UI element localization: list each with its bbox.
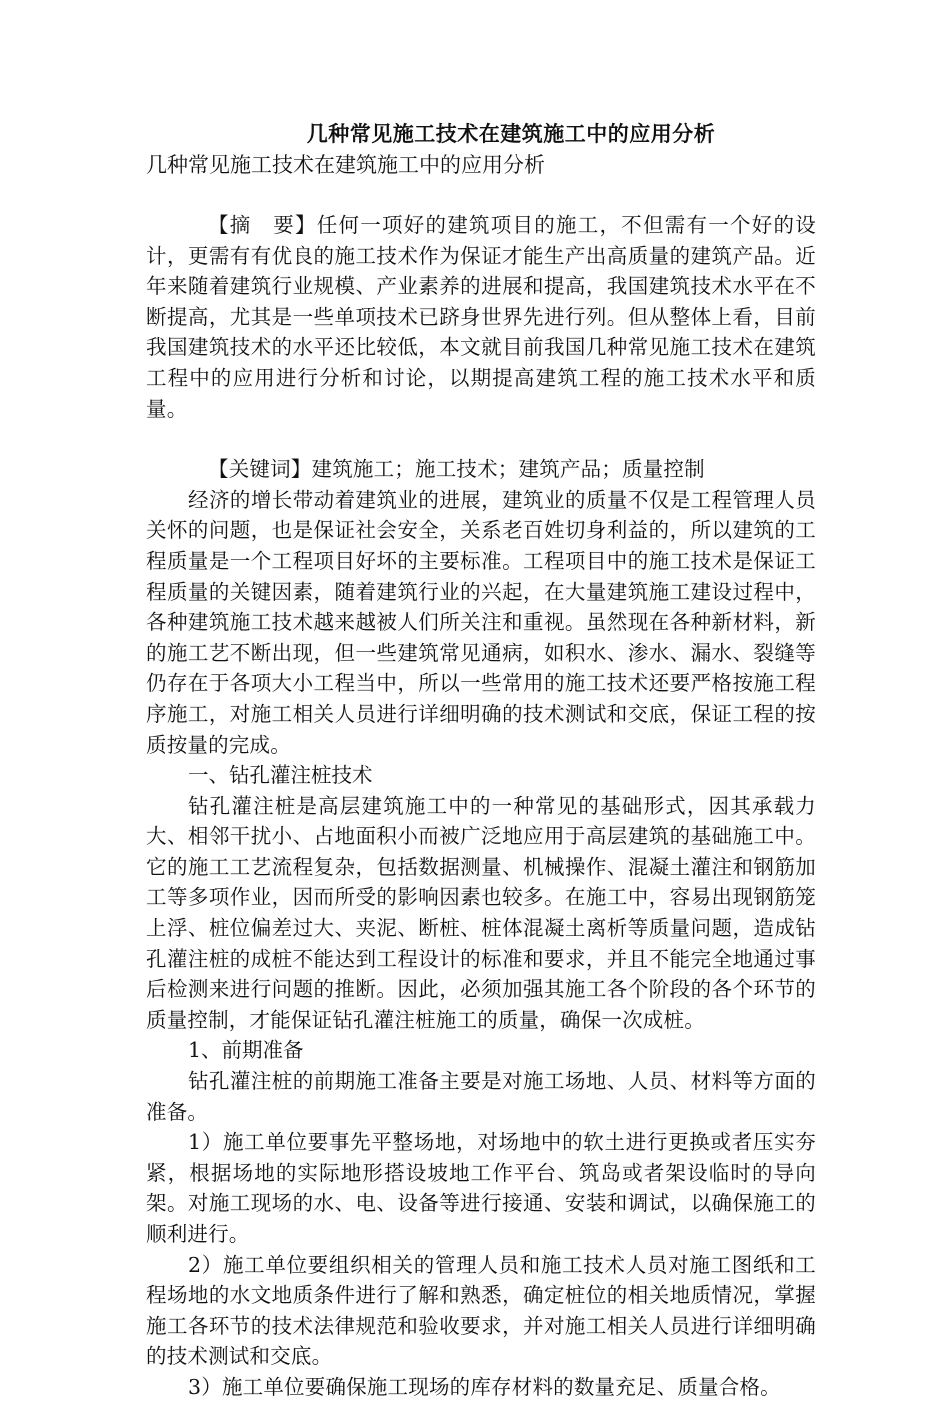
subsection-heading: 1、前期准备: [188, 1038, 304, 1063]
list-item: 2）施工单位要组织相关的管理人员和施工技术人员对施工图纸和工程场地的水文地质条件进行了解和熟悉，确定桩位的相关地质情况，掌握施工各环节的技术法律规范和验收要求，并对施工相关人员进行详细明确的技术测试和交底。: [146, 1252, 816, 1369]
document-subtitle: 几种常见施工技术在建筑施工中的应用分析: [146, 153, 545, 177]
list-item: 1）施工单位要事先平整场地，对场地中的软土进行更换或者压实夯紧，根据场地的实际地形搭设坡地工作平台、筑岛或者架设临时的导向架。对施工现场的水、电、设备等进行接通、安装和调试，以确保施工的顺利进行。: [146, 1130, 816, 1246]
section-paragraph: 钻孔灌注桩是高层建筑施工中的一种常见的基础形式，因其承载力大、相邻干扰小、占地面积小而被广泛地应用于高层建筑的基础施工中。它的施工工艺流程复杂，包括数据测量、机械操作、混凝土灌注和钢筋加工等多项作业，因而所受的影响因素也较多。在施工中，容易出现钢筋笼上浮、桩位偏差过大、夹泥、断桩、桩体混凝土离析等质量问题，造成钻孔灌注桩的成桩不能达到工程设计的标准和要求，并且不能完全地通过事后检测来进行问题的推断。因此，必须加强其施工各个阶段的各个环节的质量控制，才能保证钻孔灌注桩施工的质量，确保一次成桩。: [146, 793, 816, 1032]
list-item: 3）施工单位要确保施工现场的库存材料的数量充足、质量合格。: [188, 1374, 781, 1399]
document-page: [146, 118, 816, 1403]
section-heading: 一、钻孔灌注桩技术: [188, 763, 373, 788]
keywords-paragraph: 【关键词】建筑施工；施工技术；建筑产品；质量控制: [208, 457, 705, 482]
blank-line: [146, 424, 816, 454]
intro-paragraph: 经济的增长带动着建筑业的进展，建筑业的质量不仅是工程管理人员关怀的问题，也是保证社会安全，关系老百姓切身利益的，所以建筑的工程质量是一个工程项目好坏的主要标准。工程项目中的施工技术是保证工程质量的关键因素，随着建筑行业的兴起，在大量建筑施工建设过程中，各种建筑施工技术越来越被人们所关注和重视。虽然现在各种新材料，新的施工艺不断出现，但一些建筑常见通病，如积水、渗水、漏水、裂缝等仍存在于各项大小工程当中，所以一些常用的施工技术还要严格按施工程序施工，对施工相关人员进行详细明确的技术测试和交底，保证工程的按质按量的完成。: [146, 487, 816, 757]
blank-line: [146, 180, 816, 210]
document-title: 几种常见施工技术在建筑施工中的应用分析: [306, 121, 716, 146]
abstract-paragraph: 【摘 要】任何一项好的建筑项目的施工，不但需有一个好的设计，更需有有优良的施工技术作为保证才能生产出高质量的建筑产品。近年来随着建筑行业规模、产业素养的进展和提高，我国建筑技术水平在不断提高，尤其是一些单项技术已跻身世界先进行列。但从整体上看，目前我国建筑技术的水平还比较低，本文就目前我国几种常见施工技术在建筑工程中的应用进行分析和讨论，以期提高建筑工程的施工技术水平和质量。: [146, 213, 816, 421]
subsection-paragraph: 钻孔灌注桩的前期施工准备主要是对施工场地、人员、材料等方面的准备。: [146, 1069, 816, 1124]
